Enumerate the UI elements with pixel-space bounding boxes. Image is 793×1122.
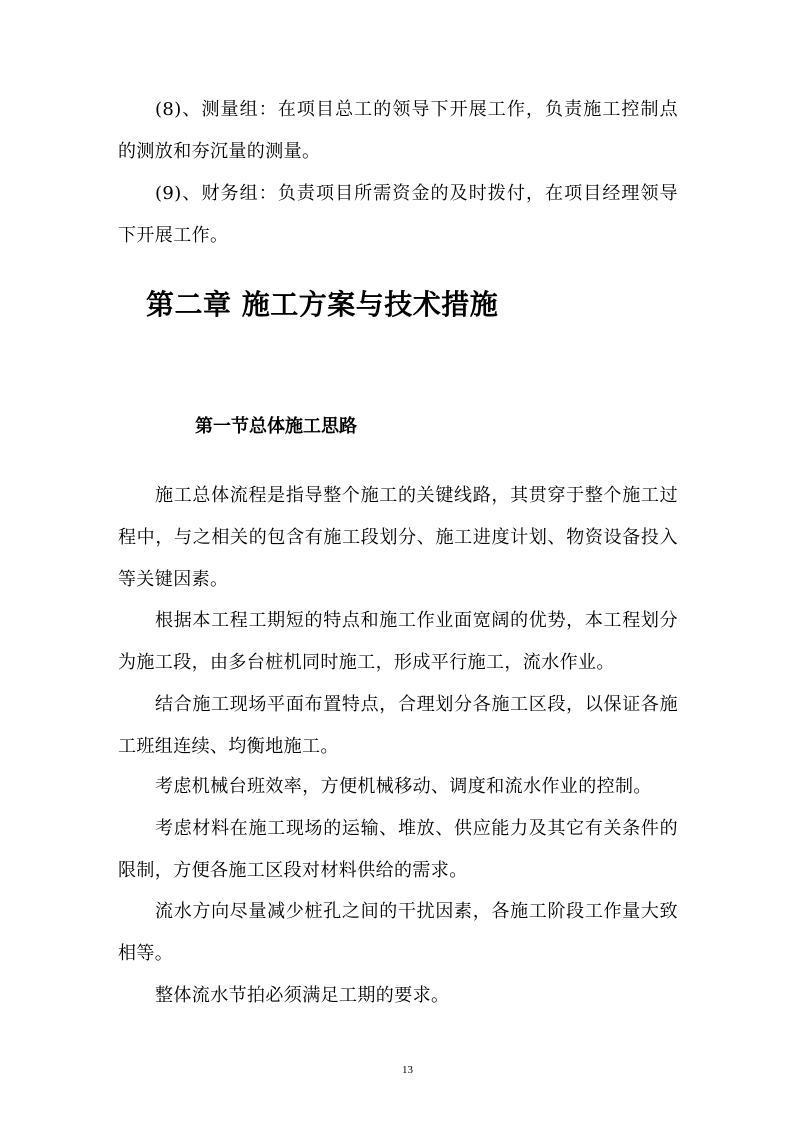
chapter-title: 第二章 施工方案与技术措施 [146, 288, 499, 321]
paragraph-site-layout: 结合施工现场平面布置特点，合理划分各施工区段，以保证各施工班组连续、均衡地施工。 [118, 694, 678, 757]
paragraph-material-supply: 考虑材料在施工现场的运输、堆放、供应能力及其它有关条件的限制，方便各施工区段对材料供给的需求。 [118, 818, 678, 881]
paragraph-segment-division: 根据本工程工期短的特点和施工作业面宽阔的优势，本工程划分为施工段，由多台桩机同时施工，形成平行施工，流水作业。 [118, 610, 678, 673]
paragraph-overall-flow: 施工总体流程是指导整个施工的关键线路，其贯穿于整个施工过程中，与之相关的包含有施工段划分、施工进度计划、物资设备投入等关键因素。 [118, 485, 678, 590]
section-title: 第一节总体施工思路 [195, 416, 357, 437]
paragraph-survey-team: (8)、测量组：在项目总工的领导下开展工作，负责施工控制点的测放和夯沉量的测量。 [118, 99, 678, 162]
page-number: 13 [402, 1064, 413, 1076]
paragraph-flow-direction: 流水方向尽量减少桩孔之间的干扰因素，各施工阶段工作量大致相等。 [118, 901, 678, 964]
paragraph-finance-team: (9)、财务组：负责项目所需资金的及时拨付，在项目经理领导下开展工作。 [118, 183, 678, 246]
paragraph-machine-efficiency: 考虑机械台班效率，方便机械移动、调度和流水作业的控制。 [155, 776, 652, 797]
paragraph-flow-rhythm: 整体流水节拍必须满足工期的要求。 [155, 985, 450, 1006]
